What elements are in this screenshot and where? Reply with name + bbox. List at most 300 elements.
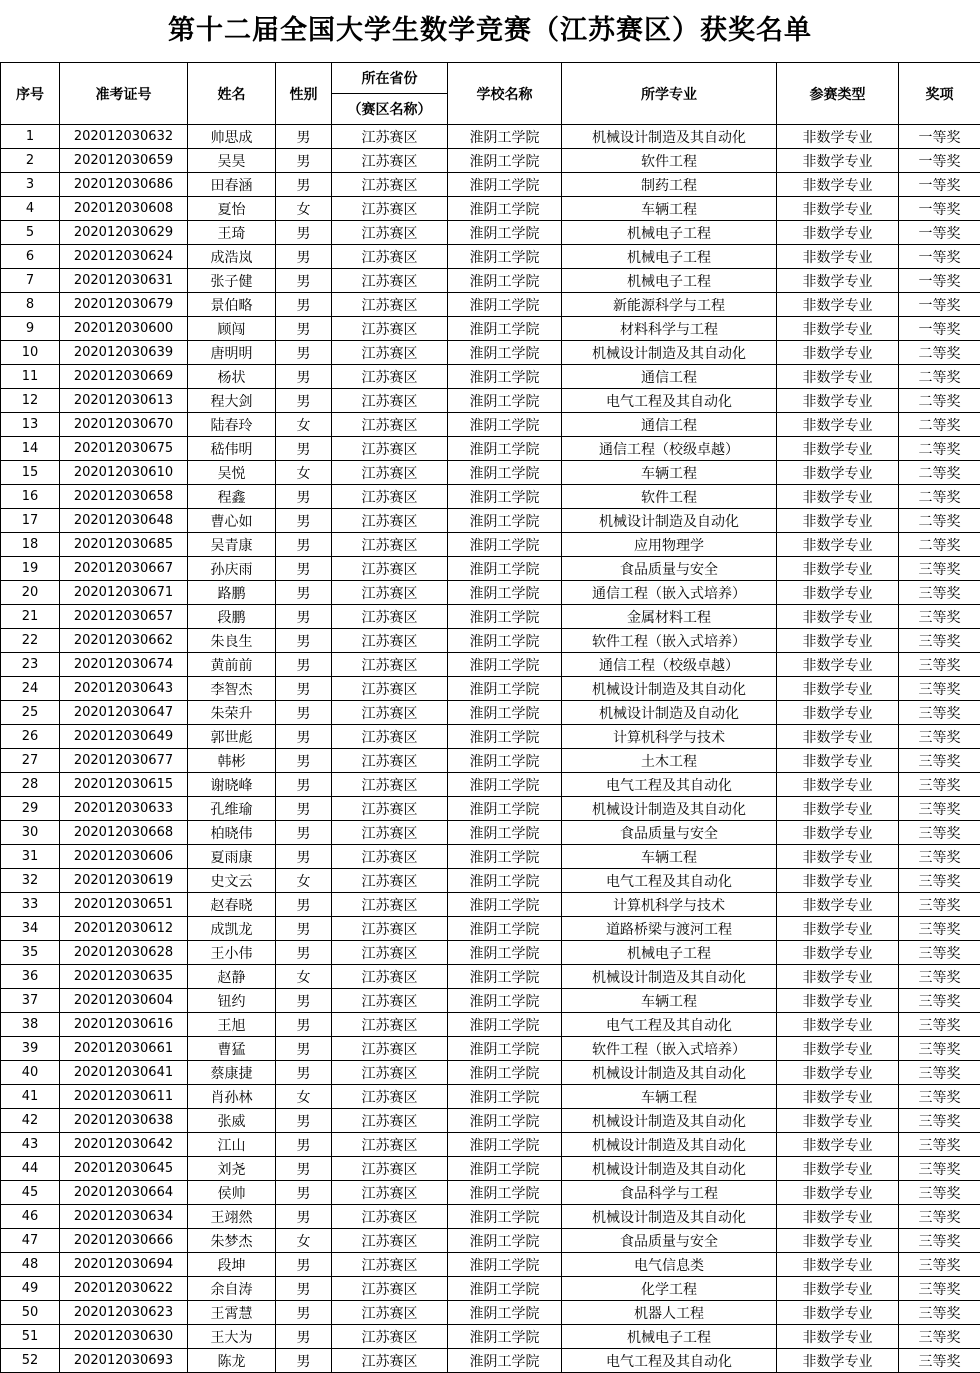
cell-exam-id: 202012030670 [60, 413, 188, 437]
cell-school: 淮阴工学院 [448, 1349, 562, 1373]
cell-region: 江苏赛区 [332, 965, 448, 989]
cell-award: 二等奖 [899, 389, 980, 413]
cell-school: 淮阴工学院 [448, 605, 562, 629]
cell-award: 三等奖 [899, 1037, 980, 1061]
cell-name: 王小伟 [188, 941, 276, 965]
cell-school: 淮阴工学院 [448, 845, 562, 869]
cell-gender: 男 [276, 509, 332, 533]
cell-exam-id: 202012030611 [60, 1085, 188, 1109]
cell-name: 帅思成 [188, 125, 276, 149]
table-row [1, 821, 980, 845]
cell-award: 三等奖 [899, 653, 980, 677]
cell-category: 非数学专业 [777, 413, 899, 437]
cell-region: 江苏赛区 [332, 509, 448, 533]
cell-category: 非数学专业 [777, 917, 899, 941]
cell-award: 二等奖 [899, 509, 980, 533]
cell-school: 淮阴工学院 [448, 197, 562, 221]
cell-region: 江苏赛区 [332, 149, 448, 173]
cell-school: 淮阴工学院 [448, 173, 562, 197]
cell-category: 非数学专业 [777, 293, 899, 317]
cell-gender: 男 [276, 125, 332, 149]
cell-region: 江苏赛区 [332, 341, 448, 365]
cell-school: 淮阴工学院 [448, 629, 562, 653]
cell-gender: 女 [276, 1229, 332, 1253]
cell-major: 机械设计制造及其自动化 [562, 965, 777, 989]
cell-region: 江苏赛区 [332, 749, 448, 773]
cell-category: 非数学专业 [777, 677, 899, 701]
cell-region: 江苏赛区 [332, 821, 448, 845]
cell-gender: 男 [276, 341, 332, 365]
cell-school: 淮阴工学院 [448, 797, 562, 821]
cell-category: 非数学专业 [777, 1349, 899, 1373]
cell-region: 江苏赛区 [332, 581, 448, 605]
cell-major: 食品质量与安全 [562, 557, 777, 581]
cell-exam-id: 202012030631 [60, 269, 188, 293]
cell-index: 23 [1, 653, 60, 677]
cell-award: 一等奖 [899, 125, 980, 149]
cell-award: 一等奖 [899, 317, 980, 341]
cell-index: 22 [1, 629, 60, 653]
cell-exam-id: 202012030685 [60, 533, 188, 557]
cell-region: 江苏赛区 [332, 893, 448, 917]
table-row [1, 941, 980, 965]
cell-gender: 女 [276, 965, 332, 989]
cell-index: 29 [1, 797, 60, 821]
cell-school: 淮阴工学院 [448, 1109, 562, 1133]
cell-exam-id: 202012030630 [60, 1325, 188, 1349]
cell-region: 江苏赛区 [332, 485, 448, 509]
header-award: 奖项 [899, 63, 980, 125]
cell-category: 非数学专业 [777, 893, 899, 917]
cell-region: 江苏赛区 [332, 1085, 448, 1109]
cell-school: 淮阴工学院 [448, 557, 562, 581]
cell-gender: 男 [276, 917, 332, 941]
cell-gender: 男 [276, 1181, 332, 1205]
cell-major: 新能源科学与工程 [562, 293, 777, 317]
cell-school: 淮阴工学院 [448, 773, 562, 797]
cell-school: 淮阴工学院 [448, 1277, 562, 1301]
cell-category: 非数学专业 [777, 557, 899, 581]
cell-index: 40 [1, 1061, 60, 1085]
cell-award: 三等奖 [899, 869, 980, 893]
table-row [1, 197, 980, 221]
cell-school: 淮阴工学院 [448, 485, 562, 509]
cell-major: 电气工程及其自动化 [562, 1013, 777, 1037]
cell-gender: 男 [276, 653, 332, 677]
cell-name: 杨状 [188, 365, 276, 389]
cell-region: 江苏赛区 [332, 677, 448, 701]
cell-index: 43 [1, 1133, 60, 1157]
cell-exam-id: 202012030623 [60, 1301, 188, 1325]
cell-name: 吴青康 [188, 533, 276, 557]
cell-index: 17 [1, 509, 60, 533]
cell-major: 计算机科学与技术 [562, 893, 777, 917]
cell-index: 26 [1, 725, 60, 749]
table-row [1, 677, 980, 701]
cell-major: 通信工程（校级卓越） [562, 437, 777, 461]
cell-category: 非数学专业 [777, 317, 899, 341]
cell-award: 三等奖 [899, 1253, 980, 1277]
cell-exam-id: 202012030659 [60, 149, 188, 173]
header-name: 姓名 [188, 63, 276, 125]
cell-name: 吴昊 [188, 149, 276, 173]
cell-name: 吴悦 [188, 461, 276, 485]
cell-index: 1 [1, 125, 60, 149]
cell-index: 24 [1, 677, 60, 701]
cell-school: 淮阴工学院 [448, 509, 562, 533]
cell-category: 非数学专业 [777, 1157, 899, 1181]
cell-region: 江苏赛区 [332, 173, 448, 197]
cell-category: 非数学专业 [777, 1253, 899, 1277]
cell-name: 余自涛 [188, 1277, 276, 1301]
cell-school: 淮阴工学院 [448, 1229, 562, 1253]
table-row [1, 1325, 980, 1349]
cell-name: 江山 [188, 1133, 276, 1157]
cell-category: 非数学专业 [777, 269, 899, 293]
cell-category: 非数学专业 [777, 797, 899, 821]
cell-exam-id: 202012030647 [60, 701, 188, 725]
cell-name: 肖孙林 [188, 1085, 276, 1109]
cell-gender: 男 [276, 1109, 332, 1133]
cell-major: 机械电子工程 [562, 245, 777, 269]
header-major: 所学专业 [562, 63, 777, 125]
cell-exam-id: 202012030651 [60, 893, 188, 917]
cell-region: 江苏赛区 [332, 1157, 448, 1181]
cell-region: 江苏赛区 [332, 1061, 448, 1085]
cell-award: 三等奖 [899, 1301, 980, 1325]
table-row [1, 221, 980, 245]
cell-award: 三等奖 [899, 1085, 980, 1109]
header-exam-id: 准考证号 [60, 63, 188, 125]
table-row [1, 1253, 980, 1277]
cell-index: 37 [1, 989, 60, 1013]
cell-index: 10 [1, 341, 60, 365]
cell-index: 52 [1, 1349, 60, 1373]
cell-exam-id: 202012030658 [60, 485, 188, 509]
cell-exam-id: 202012030619 [60, 869, 188, 893]
cell-category: 非数学专业 [777, 725, 899, 749]
cell-index: 11 [1, 365, 60, 389]
cell-name: 田春涵 [188, 173, 276, 197]
cell-award: 二等奖 [899, 437, 980, 461]
cell-category: 非数学专业 [777, 629, 899, 653]
cell-name: 王霄慧 [188, 1301, 276, 1325]
cell-gender: 男 [276, 485, 332, 509]
cell-category: 非数学专业 [777, 581, 899, 605]
cell-category: 非数学专业 [777, 149, 899, 173]
cell-index: 41 [1, 1085, 60, 1109]
cell-region: 江苏赛区 [332, 1205, 448, 1229]
cell-school: 淮阴工学院 [448, 821, 562, 845]
cell-gender: 男 [276, 437, 332, 461]
cell-major: 软件工程 [562, 149, 777, 173]
header-region: （赛区名称） [332, 94, 448, 125]
cell-name: 景伯略 [188, 293, 276, 317]
table-row [1, 533, 980, 557]
cell-major: 电气工程及其自动化 [562, 1349, 777, 1373]
cell-school: 淮阴工学院 [448, 1205, 562, 1229]
cell-exam-id: 202012030693 [60, 1349, 188, 1373]
cell-index: 27 [1, 749, 60, 773]
cell-award: 三等奖 [899, 677, 980, 701]
cell-major: 机械设计制造及其自动化 [562, 1157, 777, 1181]
cell-region: 江苏赛区 [332, 437, 448, 461]
cell-index: 31 [1, 845, 60, 869]
table-row [1, 389, 980, 413]
table-row [1, 1061, 980, 1085]
cell-name: 韩彬 [188, 749, 276, 773]
table-row [1, 365, 980, 389]
table-row [1, 893, 980, 917]
cell-major: 机械设计制造及其自动化 [562, 1109, 777, 1133]
cell-category: 非数学专业 [777, 509, 899, 533]
cell-region: 江苏赛区 [332, 797, 448, 821]
cell-gender: 男 [276, 1253, 332, 1277]
cell-major: 软件工程（嵌入式培养） [562, 629, 777, 653]
table-row [1, 461, 980, 485]
cell-category: 非数学专业 [777, 485, 899, 509]
table-row [1, 1349, 980, 1373]
cell-index: 36 [1, 965, 60, 989]
cell-region: 江苏赛区 [332, 269, 448, 293]
cell-category: 非数学专业 [777, 773, 899, 797]
cell-region: 江苏赛区 [332, 1109, 448, 1133]
cell-gender: 男 [276, 629, 332, 653]
cell-region: 江苏赛区 [332, 845, 448, 869]
cell-gender: 男 [276, 581, 332, 605]
cell-category: 非数学专业 [777, 461, 899, 485]
cell-school: 淮阴工学院 [448, 677, 562, 701]
cell-exam-id: 202012030664 [60, 1181, 188, 1205]
cell-name: 段坤 [188, 1253, 276, 1277]
cell-region: 江苏赛区 [332, 557, 448, 581]
cell-category: 非数学专业 [777, 125, 899, 149]
table-row [1, 245, 980, 269]
cell-gender: 男 [276, 1061, 332, 1085]
cell-gender: 男 [276, 797, 332, 821]
cell-exam-id: 202012030622 [60, 1277, 188, 1301]
cell-gender: 男 [276, 845, 332, 869]
table-row [1, 125, 980, 149]
cell-gender: 男 [276, 557, 332, 581]
cell-award: 一等奖 [899, 221, 980, 245]
table-header [1, 63, 980, 125]
cell-index: 35 [1, 941, 60, 965]
table-row [1, 1229, 980, 1253]
cell-index: 8 [1, 293, 60, 317]
cell-major: 通信工程（嵌入式培养） [562, 581, 777, 605]
cell-school: 淮阴工学院 [448, 869, 562, 893]
cell-major: 食品质量与安全 [562, 1229, 777, 1253]
cell-gender: 男 [276, 149, 332, 173]
cell-gender: 男 [276, 941, 332, 965]
cell-gender: 男 [276, 533, 332, 557]
table-row [1, 173, 980, 197]
cell-gender: 男 [276, 1205, 332, 1229]
cell-name: 王大为 [188, 1325, 276, 1349]
cell-exam-id: 202012030634 [60, 1205, 188, 1229]
cell-category: 非数学专业 [777, 845, 899, 869]
table-row [1, 1037, 980, 1061]
cell-name: 孔维瑜 [188, 797, 276, 821]
cell-school: 淮阴工学院 [448, 1085, 562, 1109]
cell-region: 江苏赛区 [332, 1301, 448, 1325]
cell-name: 曹猛 [188, 1037, 276, 1061]
cell-category: 非数学专业 [777, 341, 899, 365]
cell-gender: 男 [276, 221, 332, 245]
cell-category: 非数学专业 [777, 173, 899, 197]
cell-gender: 男 [276, 1325, 332, 1349]
cell-category: 非数学专业 [777, 437, 899, 461]
cell-award: 三等奖 [899, 701, 980, 725]
cell-exam-id: 202012030661 [60, 1037, 188, 1061]
cell-category: 非数学专业 [777, 965, 899, 989]
cell-award: 三等奖 [899, 749, 980, 773]
cell-school: 淮阴工学院 [448, 389, 562, 413]
cell-major: 机器人工程 [562, 1301, 777, 1325]
cell-major: 车辆工程 [562, 197, 777, 221]
cell-award: 三等奖 [899, 941, 980, 965]
cell-award: 三等奖 [899, 917, 980, 941]
cell-name: 王旭 [188, 1013, 276, 1037]
cell-award: 三等奖 [899, 989, 980, 1013]
cell-gender: 男 [276, 773, 332, 797]
cell-index: 18 [1, 533, 60, 557]
table-row [1, 869, 980, 893]
cell-index: 39 [1, 1037, 60, 1061]
cell-award: 一等奖 [899, 197, 980, 221]
cell-school: 淮阴工学院 [448, 1133, 562, 1157]
cell-award: 三等奖 [899, 581, 980, 605]
cell-region: 江苏赛区 [332, 317, 448, 341]
cell-school: 淮阴工学院 [448, 341, 562, 365]
cell-index: 47 [1, 1229, 60, 1253]
cell-major: 机械设计制造及其自动化 [562, 797, 777, 821]
cell-school: 淮阴工学院 [448, 653, 562, 677]
cell-index: 50 [1, 1301, 60, 1325]
cell-major: 化学工程 [562, 1277, 777, 1301]
cell-exam-id: 202012030600 [60, 317, 188, 341]
cell-name: 夏雨康 [188, 845, 276, 869]
cell-name: 夏怡 [188, 197, 276, 221]
cell-region: 江苏赛区 [332, 389, 448, 413]
cell-category: 非数学专业 [777, 1037, 899, 1061]
cell-category: 非数学专业 [777, 653, 899, 677]
table-row [1, 1181, 980, 1205]
table-row [1, 605, 980, 629]
cell-exam-id: 202012030648 [60, 509, 188, 533]
cell-award: 一等奖 [899, 173, 980, 197]
cell-school: 淮阴工学院 [448, 1181, 562, 1205]
cell-name: 朱荣升 [188, 701, 276, 725]
cell-name: 唐明明 [188, 341, 276, 365]
cell-category: 非数学专业 [777, 365, 899, 389]
cell-region: 江苏赛区 [332, 245, 448, 269]
cell-award: 三等奖 [899, 1205, 980, 1229]
cell-award: 三等奖 [899, 797, 980, 821]
cell-index: 19 [1, 557, 60, 581]
cell-category: 非数学专业 [777, 1277, 899, 1301]
cell-exam-id: 202012030677 [60, 749, 188, 773]
cell-major: 机械设计制造及自动化 [562, 701, 777, 725]
cell-school: 淮阴工学院 [448, 269, 562, 293]
cell-name: 成凯龙 [188, 917, 276, 941]
cell-name: 刘尧 [188, 1157, 276, 1181]
cell-exam-id: 202012030675 [60, 437, 188, 461]
cell-name: 张子健 [188, 269, 276, 293]
cell-award: 二等奖 [899, 365, 980, 389]
cell-region: 江苏赛区 [332, 1277, 448, 1301]
cell-major: 通信工程（校级卓越） [562, 653, 777, 677]
cell-award: 一等奖 [899, 245, 980, 269]
cell-school: 淮阴工学院 [448, 701, 562, 725]
cell-exam-id: 202012030666 [60, 1229, 188, 1253]
cell-region: 江苏赛区 [332, 989, 448, 1013]
cell-name: 王翊然 [188, 1205, 276, 1229]
cell-major: 通信工程 [562, 413, 777, 437]
table-row [1, 149, 980, 173]
table-row [1, 485, 980, 509]
cell-school: 淮阴工学院 [448, 749, 562, 773]
table-row [1, 989, 980, 1013]
cell-school: 淮阴工学院 [448, 413, 562, 437]
cell-index: 16 [1, 485, 60, 509]
table-row [1, 341, 980, 365]
table-row [1, 917, 980, 941]
cell-name: 朱良生 [188, 629, 276, 653]
award-table [0, 62, 980, 1373]
cell-major: 机械电子工程 [562, 941, 777, 965]
header-category: 参赛类型 [777, 63, 899, 125]
cell-index: 7 [1, 269, 60, 293]
cell-major: 车辆工程 [562, 1085, 777, 1109]
cell-award: 三等奖 [899, 1349, 980, 1373]
cell-school: 淮阴工学院 [448, 1325, 562, 1349]
table-row [1, 413, 980, 437]
cell-major: 软件工程 [562, 485, 777, 509]
cell-index: 3 [1, 173, 60, 197]
cell-category: 非数学专业 [777, 221, 899, 245]
cell-exam-id: 202012030674 [60, 653, 188, 677]
cell-exam-id: 202012030639 [60, 341, 188, 365]
cell-region: 江苏赛区 [332, 1349, 448, 1373]
cell-index: 14 [1, 437, 60, 461]
cell-gender: 男 [276, 1037, 332, 1061]
cell-index: 15 [1, 461, 60, 485]
cell-award: 一等奖 [899, 149, 980, 173]
cell-major: 材料科学与工程 [562, 317, 777, 341]
cell-exam-id: 202012030615 [60, 773, 188, 797]
cell-award: 三等奖 [899, 965, 980, 989]
table-row [1, 1277, 980, 1301]
cell-major: 通信工程 [562, 365, 777, 389]
cell-award: 三等奖 [899, 605, 980, 629]
table-row [1, 1085, 980, 1109]
cell-name: 成浩岚 [188, 245, 276, 269]
cell-category: 非数学专业 [777, 1229, 899, 1253]
cell-index: 38 [1, 1013, 60, 1037]
cell-major: 道路桥梁与渡河工程 [562, 917, 777, 941]
cell-index: 44 [1, 1157, 60, 1181]
cell-school: 淮阴工学院 [448, 149, 562, 173]
cell-gender: 男 [276, 749, 332, 773]
cell-region: 江苏赛区 [332, 365, 448, 389]
cell-category: 非数学专业 [777, 605, 899, 629]
cell-school: 淮阴工学院 [448, 125, 562, 149]
cell-major: 电气工程及其自动化 [562, 869, 777, 893]
cell-award: 三等奖 [899, 557, 980, 581]
cell-exam-id: 202012030613 [60, 389, 188, 413]
